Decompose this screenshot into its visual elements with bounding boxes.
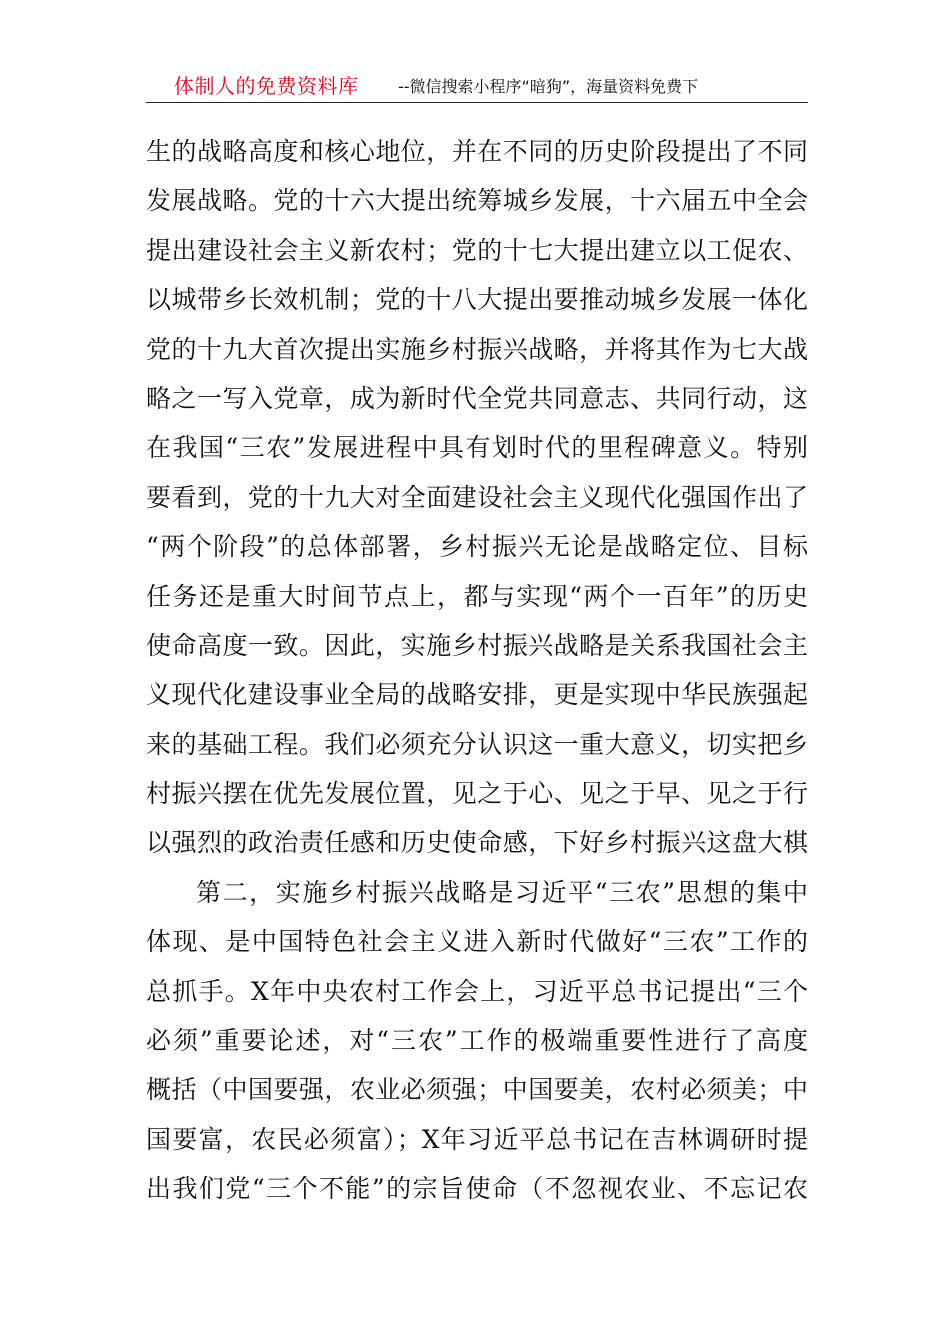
text-line: 国要富，农民必须富）；X年习近平总书记在吉林调研时提 xyxy=(146,1124,808,1154)
text-line: 出我们党“三个不能”的宗旨使命（不忽视农业、不忘记农 xyxy=(146,1174,808,1204)
page-header xyxy=(146,66,808,103)
text-line: 必须”重要论述，对“三农”工作的极端重要性进行了高度 xyxy=(146,1026,808,1056)
text-line: 村振兴摆在优先发展位置，见之于心、见之于早、见之于行 xyxy=(146,779,808,809)
text-line: “两个阶段”的总体部署，乡村振兴无论是战略定位、目标 xyxy=(146,532,808,562)
header-brand-title: 体制人的免费资料库 xyxy=(174,74,359,98)
text-line: 来的基础工程。我们必须充分认识这一重大意义，切实把乡 xyxy=(146,729,808,759)
text-line: 在我国“三农”发展进程中具有划时代的里程碑意义。特别 xyxy=(146,433,808,463)
text-line: 略之一写入党章，成为新时代全党共同意志、共同行动，这 xyxy=(146,383,808,413)
text-line: 党的十九大首次提出实施乡村振兴战略，并将其作为七大战 xyxy=(146,334,808,364)
text-line: 以城带乡长效机制；党的十八大提出要推动城乡发展一体化 xyxy=(146,285,808,315)
text-line: 提出建设社会主义新农村；党的十七大提出建立以工促农、 xyxy=(146,235,808,265)
text-line: 以强烈的政治责任感和历史使命感，下好乡村振兴这盘大棋 xyxy=(146,828,808,858)
document-body xyxy=(146,127,808,1214)
text-line: 义现代化建设事业全局的战略安排，更是实现中华民族强起 xyxy=(146,680,808,710)
text-line: 任务还是重大时间节点上，都与实现“两个一百年”的历史 xyxy=(146,581,808,611)
text-line: 概括（中国要强，农业必须强；中国要美，农村必须美；中 xyxy=(146,1075,808,1105)
text-line: 体现、是中国特色社会主义进入新时代做好“三农”工作的 xyxy=(146,927,808,957)
text-line: 使命高度一致。因此，实施乡村振兴战略是关系我国社会主 xyxy=(146,630,808,660)
header-promo-note: --微信搜索小程序“暗狗”，海量资料免费下 xyxy=(398,77,699,96)
text-line: 发展战略。党的十六大提出统筹城乡发展，十六届五中全会 xyxy=(146,186,808,216)
text-line: 总抓手。X年中央农村工作会上，习近平总书记提出“三个 xyxy=(146,976,808,1006)
paragraph-start-line: 第二，实施乡村振兴战略是习近平“三农”思想的集中 xyxy=(196,877,808,907)
text-line: 要看到，党的十九大对全面建设社会主义现代化强国作出了 xyxy=(146,482,808,512)
text-line: 生的战略高度和核心地位，并在不同的历史阶段提出了不同 xyxy=(146,137,808,166)
